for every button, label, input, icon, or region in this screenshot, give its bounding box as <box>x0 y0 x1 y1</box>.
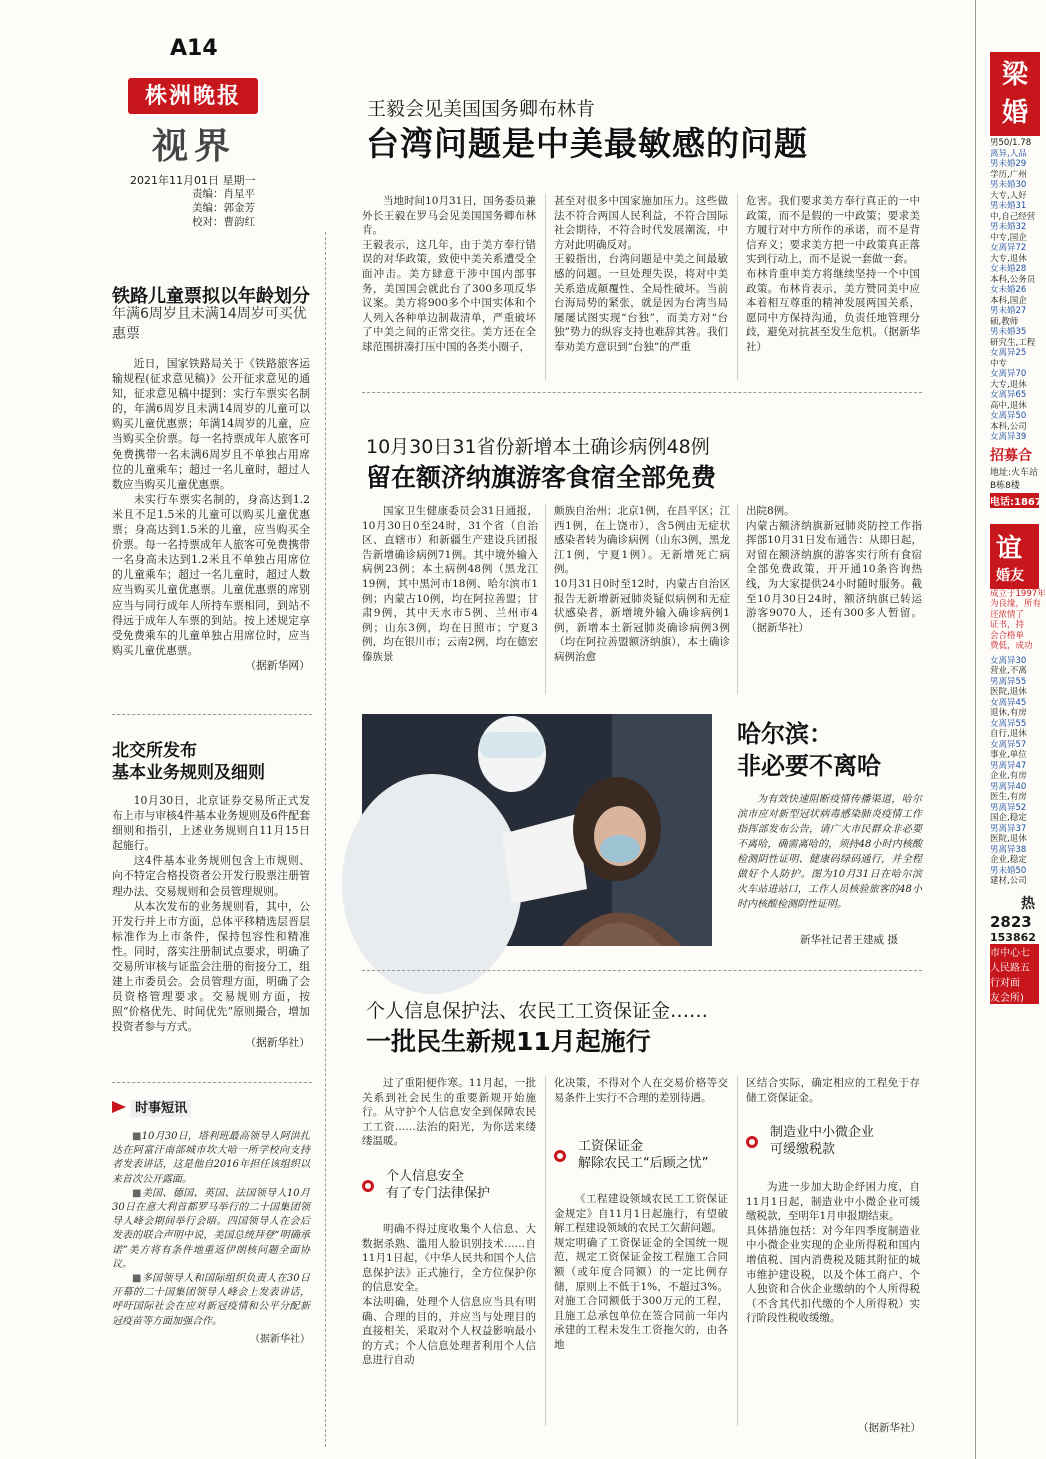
ad-listing-line: 男未婚31 <box>990 201 1027 211</box>
ad-listing-line: 研究生,工程 <box>990 337 1036 348</box>
story1-kicker: 王毅会见美国国务卿布林肯 <box>367 98 596 120</box>
news-brief-item: ■美国、德国、英国、法国领导人10月30日在意大利首都罗马举行的二十国集团领导人峰会期间举行会晤。四国领导人在会后发表的联合声明中说，美国总统拜登“明确承诺”美方将有条件地重返伊朗核问题全面协议。 <box>112 1187 310 1270</box>
photo-scene <box>362 714 712 946</box>
story3-intro: 过了重阳便作寒。11月起，一批关系到社会民生的重要新规开始施行。从守护个人信息安全到保障农民工工资……法治的阳光，为你送来缕缕温暖。 <box>362 1077 536 1148</box>
ad-listing-line: 女离异25 <box>990 348 1027 358</box>
divider <box>112 1082 312 1083</box>
ad-listing-line: 男未婚30 <box>990 180 1027 190</box>
ad-listing-line: 医院,退休 <box>990 687 1027 697</box>
news-photo <box>362 714 712 946</box>
col-divider <box>737 194 738 380</box>
ad-listing-line: 高中,退休 <box>990 400 1027 411</box>
story1-col1: 当地时间10月31日，国务委员兼外长王毅在罗马会见美国国务卿布林肯。 王毅表示，这几年，由于美方奉行错误的对华政策，致使中美关系遭受全面冲击。美方肆意干涉中国内部事务，美国国会就此台了300多项反华议案。美方将900多个中国实体和个人列入各种单边制裁清单，严重破坏了中美之间的正常交往。美方还在全球范围拼凑打压中国的各类小圈子， <box>362 195 536 353</box>
ad-listing-line: 国企,稳定 <box>990 813 1027 823</box>
ad-listing-line: 中专,国企 <box>990 232 1027 243</box>
ad-listing-line: 女离异55 <box>990 718 1027 729</box>
divider <box>362 392 922 393</box>
source-credit: （据新华社） <box>858 1422 921 1434</box>
ad-listing-line: 为良缘，所有 <box>990 599 1042 609</box>
story3-sub2 <box>554 1138 730 1172</box>
source-credit: （据新华网） <box>245 658 310 672</box>
ad-listing-line: 证书，持 <box>990 620 1025 630</box>
story3-sub1-body: 明确不得过度收集个人信息、大数据杀熟、滥用人脸识别技术……自11月1日起，《中华人民共和国个人信息保护法》正式施行，全方位保护你的信息安全。 本法明确，处理个人信息应当具有明确、合理的目的，并应当与处理目的直接相关，采取对个人权益影响最小的方式；个人信息处理者利用个人信息进行自动 <box>362 1223 536 1367</box>
story1-col2: 甚至对很多中国家施加压力。这些做法不符合两国人民利益，不符合国际社会期待，不符合时代发展潮流，中方对此明确反对。 王毅指出，台湾问题是中美之间最敏感的问题。一旦处理失误，将对中美关系造成颠覆性、全局性破坏。当前台海局势的紧张，就是因为台湾当局屡屡试图实现“台独”，而美方对“台独”势力的纵容支持也难辞其咎。我们奉劝美方意识到“台独”的严重 <box>554 195 728 353</box>
story2-col2: 颇族自治州；北京1例，在昌平区；江西1例，在上饶市），含5例由无症状感染者转为确诊病例（山东3例，黑龙江1例，宁夏1例）。无新增死亡病例。 10月31日0时至12时，内蒙古自治区报告无新增新冠肺炎疑似病例和无症状感染者，新增境外输入确诊病例1例，新增本土新冠肺炎确诊病例3例（均在阿拉善盟额济纳旗），本土确诊病例治愈 <box>554 505 730 663</box>
ad-listing-line: 男未婚50 <box>990 865 1027 876</box>
ad-hotline-2: 153862 <box>990 930 1036 944</box>
ad-listing-line: 女未婚28 <box>990 264 1027 274</box>
ad-listing-line: 男未婚35 <box>990 327 1027 337</box>
subhead: 制造业中小微企业 <box>770 1125 875 1140</box>
paper-logo: 株洲晚报 <box>128 78 258 114</box>
story2-col3: 出院8例。 内蒙古额济纳旗新冠肺炎防控工作指挥部10月31日发布通告：从即日起，对留在额济纳旗的游客实行所有食宿全部免费政策，开开通10条咨询热线，为大家提供24小时随时服务。截至10月30日24时，额济纳旗已转运游客9070人，还有300多人暂留。（据新华社） <box>746 505 922 634</box>
ad-hotline-label: 热 <box>1021 895 1035 912</box>
ad-listing-line: 男离异47 <box>990 760 1027 771</box>
paragraph: 近日，国家铁路局关于《铁路旅客运输规程(征求意见稿)》公开征求意见的通知，征求意见稿中提到：实行车票实名制的，年满6周岁且未满14周岁的儿童可以购买儿童优惠票；年满14周岁的儿童，应当购买全价票。每一名持票成年人旅客可免费携带一名未满6周岁且不单独占用席位的儿童乘车；超过一名儿童时，超过人数应当购买儿童优惠票。 <box>112 357 310 491</box>
ad-address2: B栋8楼 <box>990 480 1020 491</box>
ad-addr-3: 市中心七 <box>990 944 1039 959</box>
ad-listing-line: 男离异38 <box>990 844 1027 855</box>
ad-listing-line: 女离异70 <box>990 369 1027 379</box>
ad-friend-intro <box>990 588 1046 652</box>
section-bullet-icon <box>746 1136 758 1148</box>
news-brief-title: 时事短讯 <box>131 1100 191 1117</box>
story3-col3-top: 区结合实际，确定相应的工程免于存储工资保证金。 <box>746 1077 920 1104</box>
ad-listing-line: 大专,人好 <box>990 190 1027 201</box>
ad-recruit: 招募合 <box>990 447 1032 464</box>
paragraph: 10月30日，北京证券交易所正式发布上市与审核4件基本业务规则及6件配套细则和指引，上述业务规则自11月15日起施行。 <box>112 794 310 853</box>
ad-listing-line: 男50/1.78 <box>990 138 1032 148</box>
paragraph: 未实行车票实名制的，身高达到1.2米且不足1.5米的儿童可以购买儿童优惠票；身高达到1.5米的儿童，应当购买全价票。每一名持票成年人旅客可免费携带一名身高未达到1.2米且不单独占用席位的儿童乘车；超过一名儿童时，超过人数应当购买儿童优惠票。儿童优惠票的席别应当与同行成年人所持车票相同，到站不得远于成年人车票的到站。按上述规定享受免费乘车的儿童单独占用席位时，应当购买儿童优惠票。 <box>112 492 310 657</box>
ad-listing-line: 本科,公司 <box>990 421 1027 432</box>
subhead: 解除农民工“后顾之忧” <box>578 1156 709 1171</box>
story1-col3: 危害。我们要求美方奉行真正的一中政策，而不是假的一中政策；要求美方履行对中方所作的承诺，而不是背信弃义；要求美方把一中政策真正落实到行动上，而不是说一套做一套。 布林肯重申美方将继续坚持一个中国政策。布林肯表示，美方赞同美中应本着相互尊重的精神发展两国关系，愿同中方保持沟通，负责任地管理分歧，避免对抗甚至发生危机。（据新华社） <box>746 195 920 353</box>
col-divider <box>545 194 546 380</box>
story2-col1: 国家卫生健康委员会31日通报，10月30日0至24时，31个省（自治区、直辖市）和新疆生产建设兵团报告新增确诊病例71例。其中境外输入病例23例；本土病例48例（黑龙江19例，其中黑河市18例、哈尔滨市1例；内蒙古10例，均在阿拉善盟；甘肃9例，其中天水市5例、兰州市4例；山东3例，均在日照市；宁夏3例，均在银川市；云南2例，均在德宏傣族景 <box>362 505 538 663</box>
ad-phone: 电话:1867 <box>990 493 1039 508</box>
story2-kicker: 10月30日31省份新增本土确诊病例48例 <box>366 436 710 458</box>
section-title: 视界 <box>152 125 237 167</box>
paragraph: 从本次发布的业务规则看，其中，公开发行并上市方面，总体平移精选层晋层标准作为上市条件，保持包容性和精准性。同时，落实注册制试点要求，明确了交易所审核与证监会注册的衔接分工，组建上市委员会。会员管理方面，明确了会员资格管理要求。交易规则方面，按照“价格优先、时间优先”原则撮合，增加投资者参与方式。 <box>112 899 310 1034</box>
ad-hotline-1: 2823 <box>990 912 1032 931</box>
ad-listing-line: 男未婚32 <box>990 222 1027 232</box>
story3-sub3 <box>746 1124 922 1158</box>
col-divider <box>737 1076 738 1426</box>
article-body-rail <box>112 356 310 673</box>
ad-listing-line: 大专,退休 <box>990 379 1027 390</box>
ad-friend-sub: 婚友 <box>996 567 1024 584</box>
left-column-divider <box>325 232 326 1447</box>
article-title-rail: 铁路儿童票拟以年龄划分 <box>112 286 310 307</box>
news-brief-item: ■多国领导人和国际组织负责人在30日开幕的二十国集团领导人峰会上发表讲话，呼吁国际社会在应对新冠疫情和公平分配新冠疫苗等方面加强合作。 <box>112 1273 310 1327</box>
ad-listing-line: 男离异55 <box>990 676 1027 687</box>
subhead: 个人信息安全 <box>386 1169 465 1184</box>
ad-listing-line: 离异,人品 <box>990 148 1027 159</box>
story3-headline: 一批民生新规11月起施行 <box>366 1027 651 1056</box>
ad-listing-line: 建材,公司 <box>990 876 1027 886</box>
pen-icon <box>112 1101 126 1113</box>
ad-listing-line: 女离异39 <box>990 432 1027 442</box>
article-title-bjse-1: 北交所发布 <box>112 741 197 761</box>
ad-listing-line: 男离异40 <box>990 781 1027 792</box>
credit-editor: 责编：肖星平 <box>192 188 255 200</box>
ad-listing <box>990 138 1039 443</box>
ad-listing-line: 男离异52 <box>990 802 1027 813</box>
news-brief-label <box>112 1096 191 1114</box>
page-number: A14 <box>170 36 218 61</box>
section-bullet-icon <box>554 1150 566 1162</box>
ad-address: 地址:火车站 <box>990 467 1039 478</box>
article-title-bjse-2: 基本业务规则及细则 <box>112 763 265 783</box>
story2-headline: 留在额济纳旗游客食宿全部免费 <box>366 463 717 492</box>
photo-headline-2: 非必要不离哈 <box>737 752 881 780</box>
ad-listing-line: 企业,有房 <box>990 771 1027 781</box>
ad-header-marriage: 梁 婚 <box>990 52 1040 136</box>
subhead: 工资保证金 <box>578 1139 644 1154</box>
story3-sub3-body: 为进一步加大助企纾困力度，自11月1日起，制造业中小微企业可缓缴税款，至明年1月申报期结束。 具体措施包括：对今年四季度制造业中小微企业实现的企业所得税和国内增值税、国内消费税及随其附征的城市维护建设税，以及个体工商户、个人独资和合伙企业缴纳的个人所得税（不含其代扣代缴的个人所得税）实行阶段性税收缓缴。 <box>746 1181 920 1325</box>
ad-listing-line: 医生,有房 <box>990 792 1027 802</box>
ad-listing-line: 女离异65 <box>990 390 1027 400</box>
story3-sub1 <box>362 1168 538 1202</box>
ad-header-friend <box>990 524 1039 589</box>
ad-listing-line: 女离异30 <box>990 655 1027 666</box>
ad-listing-line: 女离异50 <box>990 411 1027 421</box>
ad-listing-2 <box>990 656 1039 887</box>
ad-listing-line: 女离异57 <box>990 739 1027 750</box>
ad-listing-line: 男离异37 <box>990 823 1027 834</box>
ad-listing-line: 成立于1997年 <box>990 588 1046 599</box>
ad-listing-line: 女离异45 <box>990 697 1027 708</box>
story3-sub2-body: 《工程建设领域农民工工资保证金规定》自11月1日起施行，有望破解工程建设领域的农民工欠薪问题。 规定明确了工资保证金的全国统一规范，规定工资保证金按工程施工合同额（或年度合同额）的一定比例存储，原则上不低于1%，不超过3%。对施工合同额低于300万元的工程，且施工总承包单位在签合同前一年内承建的工程未发生工资拖欠的，由各地 <box>554 1193 728 1351</box>
divider <box>362 970 922 971</box>
issue-date: 2021年11月01日 星期一 <box>130 174 256 187</box>
story3-kicker: 个人信息保护法、农民工工资保证金…… <box>366 1000 709 1022</box>
paragraph: 这4件基本业务规则包含上市规则、向不特定合格投资者公开发行股票注册管理办法、交易规则和会员管理规则。 <box>112 854 310 898</box>
credit-proofreader: 校对：曹韵红 <box>192 216 255 228</box>
ad-listing-line: 女未婚26 <box>990 285 1027 295</box>
ad-addr-4: 人民路五 <box>990 959 1039 974</box>
ad-strip <box>990 52 1046 1459</box>
photo-credit: 新华社记者王建威 摄 <box>800 934 898 946</box>
section-bullet-icon <box>362 1180 374 1192</box>
ad-divider <box>975 0 976 1459</box>
ad-addr-5: 行对面 <box>990 974 1039 989</box>
ad-listing-line: 中,自己经营 <box>990 211 1036 222</box>
ad-listing-line: 企业,稳定 <box>990 855 1027 865</box>
ad-listing-line: 医院,退休 <box>990 834 1027 844</box>
article-subtitle-rail: 年满6周岁且未满14周岁可买优惠票 <box>112 306 307 342</box>
ad-listing-line: 还浓情了 <box>990 609 1025 620</box>
story3-col2-top: 化决策，不得对个人在交易价格等交易条件上实行不合理的差别待遇。 <box>554 1077 728 1104</box>
ad-listing-line: 女离异72 <box>990 243 1027 253</box>
article-body-bjse <box>112 793 310 1050</box>
credit-designer: 美编：郭金芳 <box>192 202 255 214</box>
ad-listing-line: 学历,广州 <box>990 169 1027 180</box>
ad-listing-line: 费低，成功 <box>990 641 1033 651</box>
ad-listing-line: 硕,教师 <box>990 316 1019 327</box>
ad-listing-line: 自行,退休 <box>990 729 1027 739</box>
ad-listing-line: 大专,退休 <box>990 253 1027 264</box>
ad-listing-line: 男未婚27 <box>990 306 1027 316</box>
news-brief-list <box>112 1130 310 1347</box>
col-divider <box>737 504 738 694</box>
ad-addr-6: 友会所) <box>990 989 1039 1004</box>
divider <box>112 714 312 715</box>
subhead: 有了专门法律保护 <box>386 1186 491 1201</box>
ad-listing-line: 营业,不离 <box>990 666 1027 676</box>
ad-listing-line: 事业,单位 <box>990 750 1027 760</box>
col-divider <box>545 504 546 694</box>
news-brief-item: ■10月30日，塔利班最高领导人阿洪扎达在阿富汗南部城市坎大哈一所学校向支持者发表讲话，这是他自2016年担任该组织以来首次公开露面。 <box>112 1131 311 1185</box>
ad-listing-line: 退休,有房 <box>990 708 1027 718</box>
ad-listing-line: 本科,公务员 <box>990 274 1036 285</box>
photo-headline-1: 哈尔滨： <box>737 720 833 748</box>
subhead: 可缓缴税款 <box>770 1142 836 1157</box>
ad-listing-line: 中专 <box>990 358 1008 369</box>
ad-listing-line: 本科,国企 <box>990 295 1027 306</box>
source-credit: （据新华社） <box>250 1333 310 1345</box>
ad-listing-line: 男未婚29 <box>990 159 1027 169</box>
ad-listing-line: 会合格单 <box>990 630 1025 641</box>
photo-caption: 为有效快速阻断疫情传播渠道，哈尔滨市应对新型冠状病毒感染肺炎疫情工作指挥部发布公告，请广大市民群众非必要不离哈，确需离哈的，须持48小时内核酸检测阴性证明、健康码绿码通行，并全程做好个人防护。图为10月31日在哈尔滨火车站进站口，工作人员核验旅客的48小时内核酸检测阴性证明。 <box>737 794 922 910</box>
col-divider <box>545 1076 546 1426</box>
source-credit: （据新华社） <box>245 1035 310 1049</box>
ad-friend-title: 谊 <box>996 533 1023 564</box>
story1-headline: 台湾问题是中美最敏感的问题 <box>366 124 808 163</box>
